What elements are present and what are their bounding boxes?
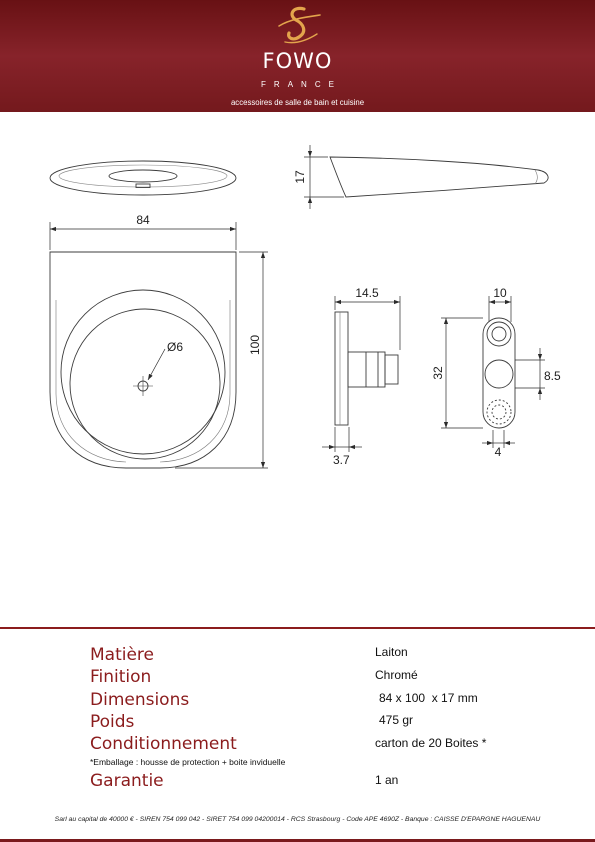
dimension-label-hole-diameter: Ø6 (167, 340, 184, 354)
top-view (50, 161, 236, 195)
dimension-plate-thickness (322, 427, 362, 452)
brand-country: FRANCE (261, 80, 342, 89)
dimension-center-hole (515, 348, 545, 400)
side-detail-view (335, 312, 398, 425)
spec-value-packaging: carton de 20 Boites * (375, 736, 487, 750)
dimension-side-projection (335, 296, 400, 350)
spec-label-material: Matière (90, 645, 155, 665)
side-profile (330, 157, 548, 197)
logo-s-stroke (289, 8, 304, 38)
section-divider (0, 627, 595, 629)
plate-front-view (483, 318, 515, 428)
spec-label-weight: Poids (90, 712, 135, 732)
fixing-post-tip (385, 355, 398, 384)
spec-label-warranty: Garantie (90, 771, 164, 791)
plate-center-hole (485, 360, 513, 388)
spec-label-dimensions: Dimensions (90, 690, 190, 710)
spec-value-finish: Chromé (375, 668, 418, 682)
plate-hole-bottom-inner (492, 405, 506, 419)
front-view-edge-left (56, 300, 126, 462)
dimension-label-center-hole: 8.5 (544, 369, 561, 383)
dimension-label-width: 84 (136, 213, 150, 227)
dimension-label-plate-width: 10 (493, 286, 507, 300)
dimension-label-plate-length: 32 (431, 366, 445, 380)
dimension-label-height: 100 (248, 334, 262, 356)
front-view (50, 252, 236, 468)
spec-label-finish: Finition (90, 667, 152, 687)
fixing-post-base (348, 352, 385, 387)
top-view-outline (50, 161, 236, 195)
plate-hole-top-inner (492, 327, 506, 341)
dimension-height (175, 252, 268, 468)
spec-value-weight: 475 gr (379, 713, 414, 727)
dimension-label-side-projection: 14.5 (355, 286, 379, 300)
front-view-outline (50, 252, 236, 468)
brand-name: FOWO (262, 49, 333, 73)
plate-outline (483, 318, 515, 428)
brand-tagline: accessoires de salle de bain et cuisine (230, 98, 365, 107)
plate-hole-bottom-outer (487, 400, 511, 424)
side-profile-outline (330, 157, 548, 197)
fowo-swirl-logo-icon (276, 4, 322, 48)
dimension-label-edge-offset: 4 (494, 445, 502, 459)
legal-footer: Sarl au capital de 40000 € - SIREN 754 099 042 - SIRET 754 099 04200014 - RCS Strasbourg - Code APE 4690Z - Banque : CAISSE D'EPARGNE HAGUENAU (54, 816, 541, 823)
spec-label-packaging: Conditionnement (90, 734, 237, 754)
dimension-label-plate-thickness: 3.7 (333, 453, 350, 467)
header-band (0, 0, 595, 112)
spec-value-dimensions: 84 x 100 x 17 mm (379, 691, 478, 705)
dimension-plate-length (441, 318, 483, 428)
mounting-plate-side (335, 312, 348, 425)
packaging-note: *Emballage : housse de protection + boite inviduelle (90, 757, 286, 767)
dimension-label-depth: 17 (293, 170, 307, 184)
spec-value-warranty: 1 an (375, 773, 399, 787)
hole-leader-line (148, 349, 165, 380)
top-view-recess (109, 170, 177, 182)
plate-hole-top-outer (487, 322, 511, 346)
spec-value-material: Laiton (375, 645, 408, 659)
side-profile-tip-edge (535, 170, 537, 184)
